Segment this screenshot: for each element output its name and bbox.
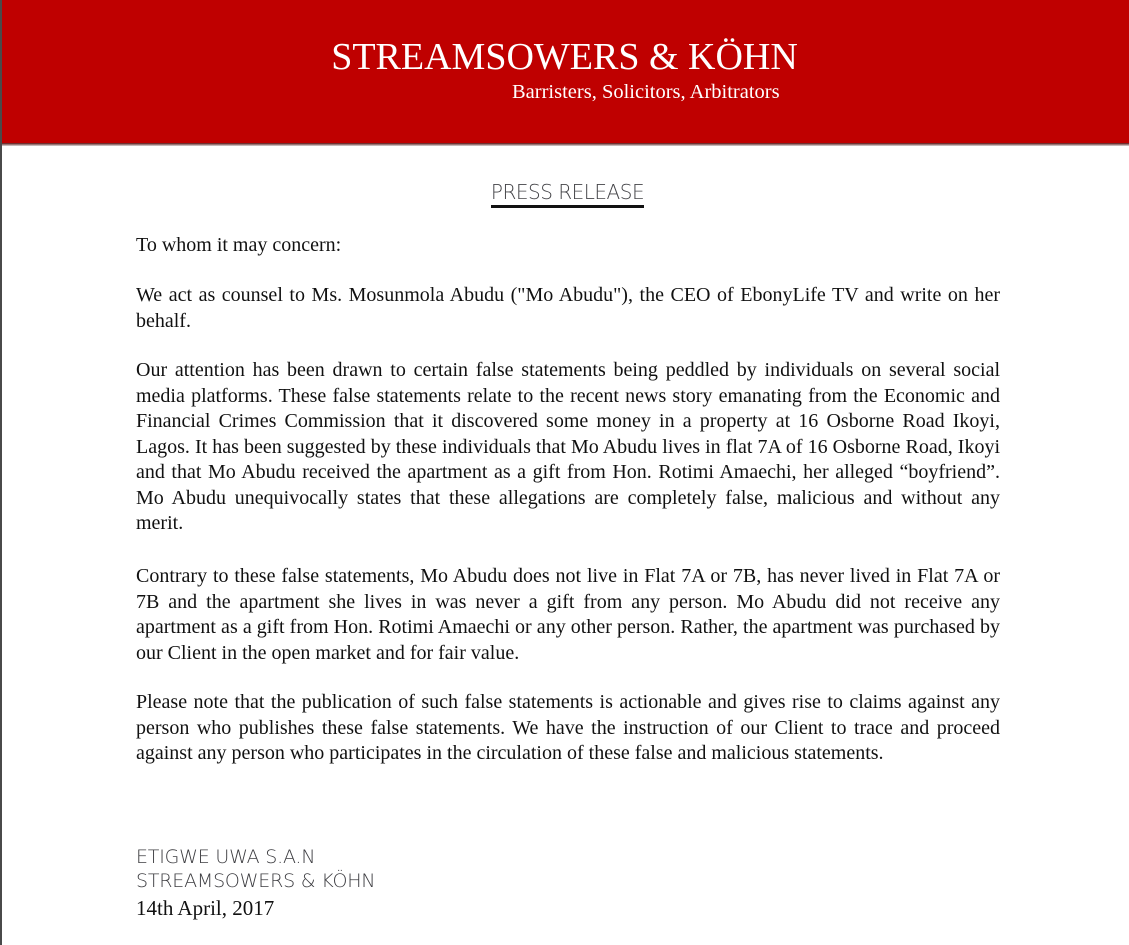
firm-name: STREAMSOWERS & KÖHN [331, 36, 798, 78]
paragraph-3: Contrary to these false statements, Mo Abudu does not live in Flat 7A or 7B, has never lived in Flat 7A or 7B and the apartment she lives in was never a gift from any person. Mo Abudu did not receive any apartment as a gift from Hon. Rotimi Amaechi or any other person. Rather, the apartment was purchased by our Client in the open market and for fair value. [136, 565, 1000, 664]
paragraph-1: We act as counsel to Ms. Mosunmola Abudu ("Mo Abudu"), the CEO of EbonyLife TV and write on her behalf. [136, 284, 1000, 332]
document-title: PRESS RELEASE [491, 180, 644, 208]
banner-shadow [2, 143, 1129, 146]
paragraph-2: Our attention has been drawn to certain false statements being peddled by individuals on several social media platforms. These false statements relate to the recent news story emanating from the Economic and Financial Crimes Commission that it discovered some money in a property at 16 Osborne Road Ikoyi, Lagos. It has been suggested by these individuals that Mo Abudu lives in flat 7A of 16 Osborne Road, Ikoyi and that Mo Abudu received the apartment as a gift from Hon. Rotimi Amaechi, her alleged “boyfriend”. Mo Abudu unequivocally states that these allegations are completely false, malicious and without any merit. [136, 359, 1000, 534]
document-date: 14th April, 2017 [136, 896, 275, 920]
document-title-wrapper [0, 178, 1129, 208]
paragraph-4: Please note that the publication of such false statements is actionable and gives rise to claims against any person who publishes these false statements. We have the instruction of our Client to trace and proceed against any person who participates in the circulation of these false and malicious statements. [136, 691, 1000, 764]
signatory-firm: STREAMSOWERS & KÖHN [136, 870, 376, 892]
salutation: To whom it may concern: [136, 234, 342, 256]
firm-subtitle: Barristers, Solicitors, Arbitrators [512, 81, 780, 103]
signatory-name: ETIGWE UWA S.A.N [136, 846, 316, 868]
